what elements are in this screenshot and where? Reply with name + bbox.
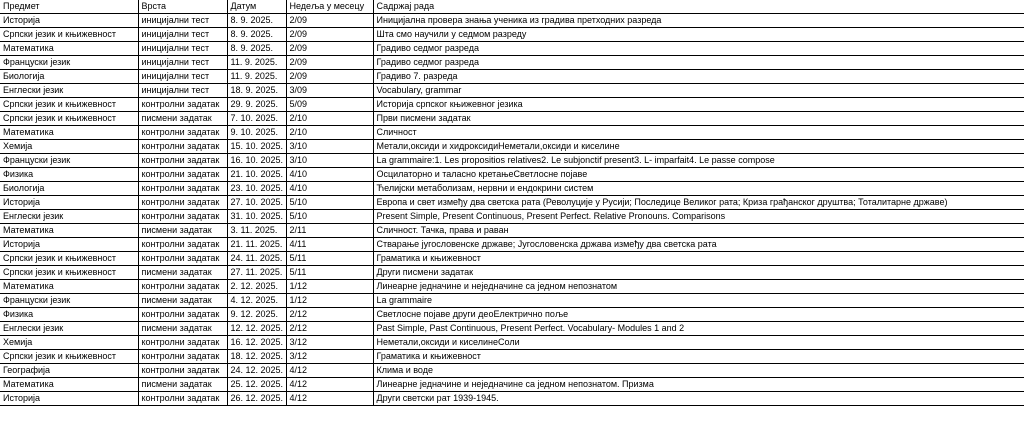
cell-week: 5/11 [286, 266, 373, 280]
cell-week: 2/09 [286, 28, 373, 42]
cell-type: контролни задатак [138, 252, 227, 266]
table-row [0, 364, 1024, 378]
header-subject: Предмет [0, 0, 138, 14]
cell-type: контролни задатак [138, 364, 227, 378]
cell-type: иницијални тест [138, 42, 227, 56]
cell-week: 1/12 [286, 280, 373, 294]
table-row [0, 140, 1024, 154]
table-row [0, 84, 1024, 98]
table-row [0, 14, 1024, 28]
cell-week: 3/12 [286, 350, 373, 364]
cell-subject: Српски језик и књижевност [0, 252, 138, 266]
cell-subject: Енглески језик [0, 322, 138, 336]
cell-week: 3/10 [286, 140, 373, 154]
cell-week: 2/09 [286, 42, 373, 56]
table-row [0, 322, 1024, 336]
cell-content: Past Simple, Past Continuous, Present Perfect. Vocabulary- Modules 1 and 2 [373, 322, 1024, 336]
cell-subject: Физика [0, 308, 138, 322]
cell-content: Граматика и књижевност [373, 252, 1024, 266]
table-row [0, 294, 1024, 308]
cell-date: 25. 12. 2025. [227, 378, 286, 392]
cell-type: иницијални тест [138, 28, 227, 42]
cell-date: 8. 9. 2025. [227, 28, 286, 42]
cell-subject: Енглески језик [0, 210, 138, 224]
cell-type: контролни задатак [138, 168, 227, 182]
cell-content: Стварање југословенске државе; Југословенска држава између два светска рата [373, 238, 1024, 252]
cell-week: 4/10 [286, 182, 373, 196]
cell-subject: Географија [0, 364, 138, 378]
cell-date: 26. 12. 2025. [227, 392, 286, 406]
cell-week: 4/12 [286, 378, 373, 392]
table-row [0, 210, 1024, 224]
cell-date: 11. 9. 2025. [227, 70, 286, 84]
cell-type: писмени задатак [138, 378, 227, 392]
cell-week: 2/09 [286, 56, 373, 70]
cell-type: контролни задатак [138, 140, 227, 154]
cell-subject: Француски језик [0, 154, 138, 168]
cell-type: иницијални тест [138, 56, 227, 70]
table-row [0, 42, 1024, 56]
cell-subject: Математика [0, 224, 138, 238]
cell-week: 5/09 [286, 98, 373, 112]
cell-week: 2/12 [286, 322, 373, 336]
cell-date: 24. 12. 2025. [227, 364, 286, 378]
table-row [0, 238, 1024, 252]
table-row [0, 378, 1024, 392]
cell-date: 23. 10. 2025. [227, 182, 286, 196]
cell-subject: Историја [0, 196, 138, 210]
cell-subject: Математика [0, 280, 138, 294]
cell-type: писмени задатак [138, 322, 227, 336]
cell-subject: Српски језик и књижевност [0, 98, 138, 112]
cell-content: Шта смо научили у седмом разреду [373, 28, 1024, 42]
cell-type: писмени задатак [138, 112, 227, 126]
cell-week: 2/11 [286, 224, 373, 238]
table-row [0, 98, 1024, 112]
header-row [0, 0, 1024, 14]
cell-date: 27. 10. 2025. [227, 196, 286, 210]
cell-subject: Биологија [0, 70, 138, 84]
table-row [0, 252, 1024, 266]
table-row [0, 56, 1024, 70]
table-row [0, 350, 1024, 364]
cell-content: Граматика и књижевност [373, 350, 1024, 364]
cell-date: 31. 10. 2025. [227, 210, 286, 224]
cell-date: 3. 11. 2025. [227, 224, 286, 238]
table-row [0, 266, 1024, 280]
cell-week: 3/10 [286, 154, 373, 168]
table-row [0, 70, 1024, 84]
cell-type: контролни задатак [138, 308, 227, 322]
table-row [0, 308, 1024, 322]
cell-type: контролни задатак [138, 350, 227, 364]
cell-week: 3/12 [286, 336, 373, 350]
cell-date: 21. 11. 2025. [227, 238, 286, 252]
cell-date: 4. 12. 2025. [227, 294, 286, 308]
cell-subject: Енглески језик [0, 84, 138, 98]
cell-type: контролни задатак [138, 98, 227, 112]
cell-content: Метали,оксиди и хидроксидиНеметали,оксиди и киселине [373, 140, 1024, 154]
cell-subject: Српски језик и књижевност [0, 266, 138, 280]
cell-subject: Историја [0, 238, 138, 252]
cell-week: 2/10 [286, 112, 373, 126]
cell-content: Линеарне једначине и неједначине са једном непознатом. Призма [373, 378, 1024, 392]
cell-content: Светлосне појаве други деоЕлектрично поље [373, 308, 1024, 322]
cell-subject: Српски језик и књижевност [0, 350, 138, 364]
cell-content: Историја српског књижевног језика [373, 98, 1024, 112]
cell-type: писмени задатак [138, 294, 227, 308]
cell-type: контролни задатак [138, 126, 227, 140]
cell-date: 16. 10. 2025. [227, 154, 286, 168]
cell-date: 7. 10. 2025. [227, 112, 286, 126]
cell-week: 5/10 [286, 210, 373, 224]
cell-content: Ћелијски метаболизам, нервни и ендокрини систем [373, 182, 1024, 196]
cell-week: 5/11 [286, 252, 373, 266]
header-content: Садржај рада [373, 0, 1024, 14]
cell-week: 4/12 [286, 392, 373, 406]
header-type: Врста [138, 0, 227, 14]
cell-type: контролни задатак [138, 196, 227, 210]
cell-content: Vocabulary, grammar [373, 84, 1024, 98]
cell-week: 4/10 [286, 168, 373, 182]
cell-date: 18. 12. 2025. [227, 350, 286, 364]
cell-type: контролни задатак [138, 392, 227, 406]
cell-content: Градиво седмог разреда [373, 56, 1024, 70]
cell-week: 4/12 [286, 364, 373, 378]
cell-subject: Историја [0, 392, 138, 406]
cell-date: 29. 9. 2025. [227, 98, 286, 112]
cell-date: 11. 9. 2025. [227, 56, 286, 70]
cell-date: 8. 9. 2025. [227, 42, 286, 56]
cell-type: контролни задатак [138, 182, 227, 196]
cell-content: La grammaire [373, 294, 1024, 308]
cell-date: 15. 10. 2025. [227, 140, 286, 154]
cell-subject: Српски језик и књижевност [0, 28, 138, 42]
cell-content: Осцилаторно и таласно кретањеСветлосне појаве [373, 168, 1024, 182]
cell-subject: Математика [0, 378, 138, 392]
cell-type: иницијални тест [138, 14, 227, 28]
cell-date: 8. 9. 2025. [227, 14, 286, 28]
cell-content: Други светски рат 1939-1945. [373, 392, 1024, 406]
table-row [0, 126, 1024, 140]
cell-content: Иницијална провера знања ученика из градива претходних разреда [373, 14, 1024, 28]
cell-type: писмени задатак [138, 266, 227, 280]
cell-week: 2/09 [286, 14, 373, 28]
table-row [0, 168, 1024, 182]
cell-date: 9. 12. 2025. [227, 308, 286, 322]
cell-content: Линеарне једначине и неједначине са једном непознатом [373, 280, 1024, 294]
cell-type: иницијални тест [138, 84, 227, 98]
cell-week: 2/12 [286, 308, 373, 322]
cell-week: 1/12 [286, 294, 373, 308]
cell-subject: Историја [0, 14, 138, 28]
cell-date: 2. 12. 2025. [227, 280, 286, 294]
cell-date: 21. 10. 2025. [227, 168, 286, 182]
cell-subject: Француски језик [0, 294, 138, 308]
cell-type: контролни задатак [138, 238, 227, 252]
cell-week: 2/10 [286, 126, 373, 140]
cell-week: 2/09 [286, 70, 373, 84]
table-row [0, 154, 1024, 168]
cell-date: 27. 11. 2025. [227, 266, 286, 280]
table-row [0, 28, 1024, 42]
cell-subject: Математика [0, 42, 138, 56]
cell-type: контролни задатак [138, 280, 227, 294]
cell-type: писмени задатак [138, 224, 227, 238]
cell-date: 24. 11. 2025. [227, 252, 286, 266]
header-date: Датум [227, 0, 286, 14]
cell-week: 5/10 [286, 196, 373, 210]
cell-subject: Хемија [0, 336, 138, 350]
table-row [0, 336, 1024, 350]
cell-content: Европа и свет између два светска рата (Револуције у Русији; Последице Великог рата; Криза грађанског друштва; Тоталитарне државе) [373, 196, 1024, 210]
cell-content: Градиво седмог разреда [373, 42, 1024, 56]
cell-content: Сличност [373, 126, 1024, 140]
cell-content: Градиво 7. разреда [373, 70, 1024, 84]
cell-content: Неметали,оксиди и киселинеСоли [373, 336, 1024, 350]
cell-subject: Физика [0, 168, 138, 182]
cell-week: 4/11 [286, 238, 373, 252]
table-row [0, 280, 1024, 294]
cell-subject: Српски језик и књижевност [0, 112, 138, 126]
cell-subject: Хемија [0, 140, 138, 154]
cell-content: Први писмени задатак [373, 112, 1024, 126]
table-row [0, 112, 1024, 126]
cell-date: 16. 12. 2025. [227, 336, 286, 350]
cell-date: 12. 12. 2025. [227, 322, 286, 336]
cell-content: La grammaire:1. Les propositios relatives2. Le subjonctif present3. L- imparfait4. Le passe compose [373, 154, 1024, 168]
table-row [0, 392, 1024, 406]
cell-subject: Француски језик [0, 56, 138, 70]
cell-content: Present Simple, Present Continuous, Present Perfect. Relative Pronouns. Comparisons [373, 210, 1024, 224]
cell-content: Други писмени задатак [373, 266, 1024, 280]
cell-content: Сличност. Тачка, права и раван [373, 224, 1024, 238]
cell-type: иницијални тест [138, 70, 227, 84]
table-row [0, 182, 1024, 196]
cell-date: 9. 10. 2025. [227, 126, 286, 140]
cell-type: контролни задатак [138, 154, 227, 168]
cell-date: 18. 9. 2025. [227, 84, 286, 98]
cell-type: контролни задатак [138, 210, 227, 224]
table-row [0, 196, 1024, 210]
cell-content: Клима и воде [373, 364, 1024, 378]
cell-type: контролни задатак [138, 336, 227, 350]
header-week: Недеља у месецу [286, 0, 373, 14]
table-row [0, 224, 1024, 238]
cell-week: 3/09 [286, 84, 373, 98]
cell-subject: Математика [0, 126, 138, 140]
cell-subject: Биологија [0, 182, 138, 196]
